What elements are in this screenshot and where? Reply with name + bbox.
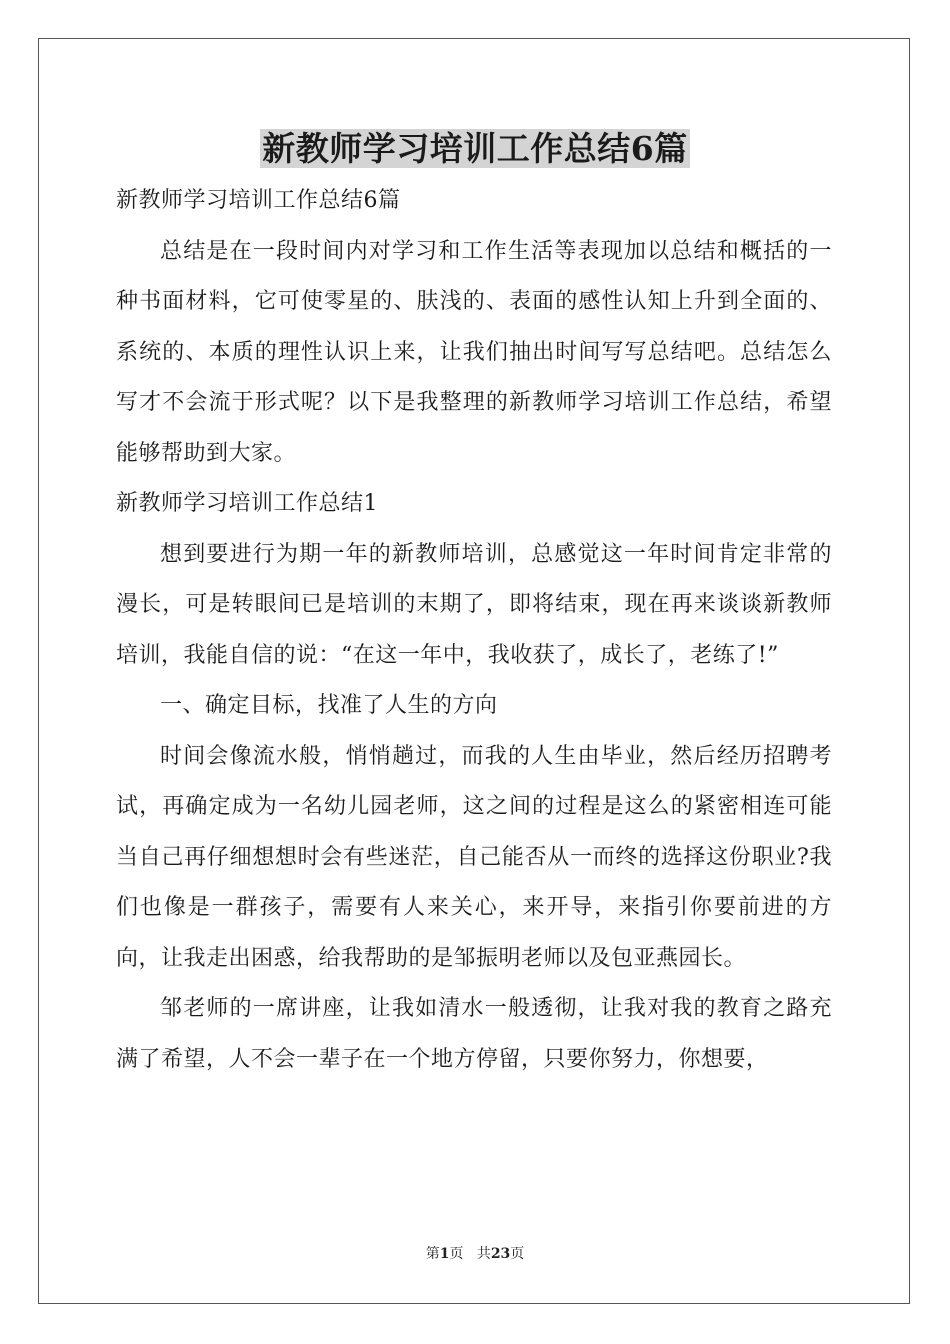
body-paragraph: 想到要进行为期一年的新教师培训，总感觉这一年时间肯定非常的漫长，可是转眼间已是培训的末期了，即将结束，现在再来谈谈新教师培训，我能自信的说：“在这一年中，我收获了，成长了，老练了!” (116, 541, 832, 668)
document-body (116, 176, 832, 1085)
total-label-suffix: 页 (510, 1246, 525, 1262)
subtitle-paragraph: 新教师学习培训工作总结6篇 (116, 188, 401, 213)
intro-paragraph: 总结是在一段时间内对学习和工作生活等表现加以总结和概括的一种书面材料，它可使零星的、肤浅的、表面的感性认知上升到全面的、系统的、本质的理性认识上来，让我们抽出时间写写总结吧。总结怎么写才不会流于形式呢？以下是我整理的新教师学习培训工作总结，希望能够帮助到大家。 (116, 238, 832, 466)
document-title-text: 新教师学习培训工作总结6篇 (262, 129, 688, 168)
page-label-suffix: 页 (449, 1246, 464, 1262)
page-total: 23 (490, 1246, 511, 1262)
total-label-prefix: 共 (476, 1246, 491, 1262)
subsection-heading: 一、确定目标，找准了人生的方向 (160, 693, 498, 718)
body-paragraph: 邹老师的一席讲座，让我如清水一般透彻，让我对我的教育之路充满了希望，人不会一辈子在一个地方停留，只要你努力，你想要， (116, 996, 832, 1072)
section-heading: 新教师学习培训工作总结1 (116, 491, 378, 516)
body-paragraph: 时间会像流水般，悄悄趟过，而我的人生由毕业，然后经历招聘考试，再确定成为一名幼儿园老师，这之间的过程是这么的紧密相连可能当自己再仔细想想时会有些迷茫，自己能否从一而终的选择这份职业?我们也像是一群孩子，需要有人来关心，来开导，来指引你要前进的方向，让我走出困惑，给我帮助的是邹振明老师以及包亚燕园长。 (116, 743, 832, 971)
page-label-prefix: 第 (425, 1246, 440, 1262)
document-title (0, 126, 950, 172)
page-current: 1 (439, 1246, 450, 1262)
page-footer (0, 1244, 950, 1264)
